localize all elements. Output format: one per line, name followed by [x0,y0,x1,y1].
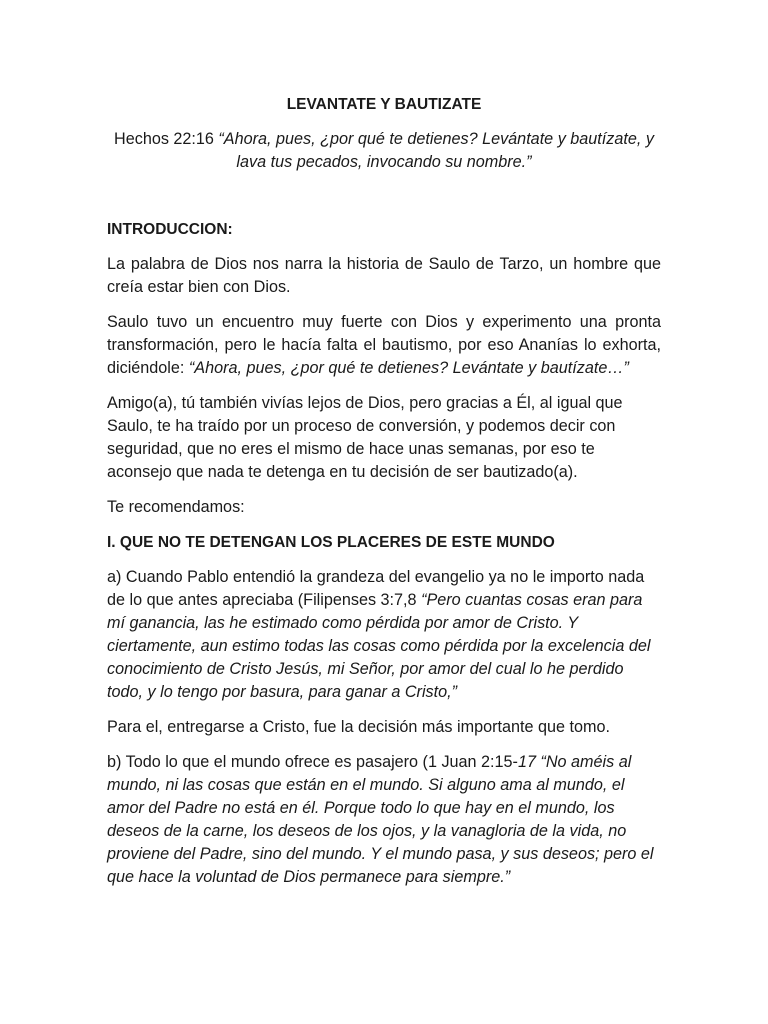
point-b-text: b) Todo lo que el mundo ofrece es pasajero (1 Juan 2:15- [107,753,518,771]
paragraph-saulo-text: Saulo tuvo un encuentro muy fuerte con Dios y experimento una pronta transformación, pero le hacía falta el bautismo, por eso Ananías lo exhorta, diciéndole: [107,313,661,377]
document-title: LEVANTATE Y BAUTIZATE [286,96,482,113]
verse-reference: Hechos 22:16 [114,130,219,148]
paragraph-decision: Para el, entregarse a Cristo, fue la decisión más importante que tomo. [107,718,610,736]
paragraph-point-a [107,566,661,704]
paragraph-recomendamos: Te recomendamos: [107,498,245,516]
paragraph-point-b [107,751,661,889]
paragraph-saulo [107,311,661,380]
paragraph-intro: La palabra de Dios nos narra la historia de Saulo de Tarzo, un hombre que creía estar bien con Dios. [107,255,661,296]
paragraph-amigo: Amigo(a), tú también vivías lejos de Dios, pero gracias a Él, al igual que Saulo, te ha traído por un proceso de conversión, y podemos decir con seguridad, que no eres el mismo de hace unas semanas, por eso te aconsejo que nada te detenga en tu decisión de ser bautizado(a). [107,394,623,481]
section-1-heading: I. QUE NO TE DETENGAN LOS PLACERES DE ESTE MUNDO [107,534,555,551]
verse-quote: “Ahora, pues, ¿por qué te detienes? Levántate y bautízate, y lava tus pecados, invocando su nombre.” [218,130,654,171]
intro-heading: INTRODUCCION: [107,221,233,238]
point-a-text: a) Cuando Pablo entendió la grandeza del evangelio ya no le importo nada de lo que antes apreciaba (Filipenses 3:7,8 [107,568,645,609]
paragraph-saulo-quote: “Ahora, pues, ¿por qué te detienes? Levántate y bautízate…” [188,359,629,377]
point-a-quote: “Pero cuantas cosas eran para mí ganancia, las he estimado como pérdida por amor de Cristo. Y ciertamente, aun estimo todas las cosas como pérdida por la excelencia del conocimiento de Cristo Jesús, mi Señor, por amor del cual lo he perdido todo, y lo tengo por basura, para ganar a Cristo,” [107,591,651,701]
point-b-quote: 17 “No améis al mundo, ni las cosas que están en el mundo. Si alguno ama al mundo, el amor del Padre no está en él. Porque todo lo que hay en el mundo, los deseos de la carne, los deseos de los ojos, y la vanagloria de la vida, no proviene del Padre, sino del mundo. Y el mundo pasa, y sus deseos; pero el que hace la voluntad de Dios permanece para siempre.” [107,753,654,886]
key-verse [107,128,661,174]
